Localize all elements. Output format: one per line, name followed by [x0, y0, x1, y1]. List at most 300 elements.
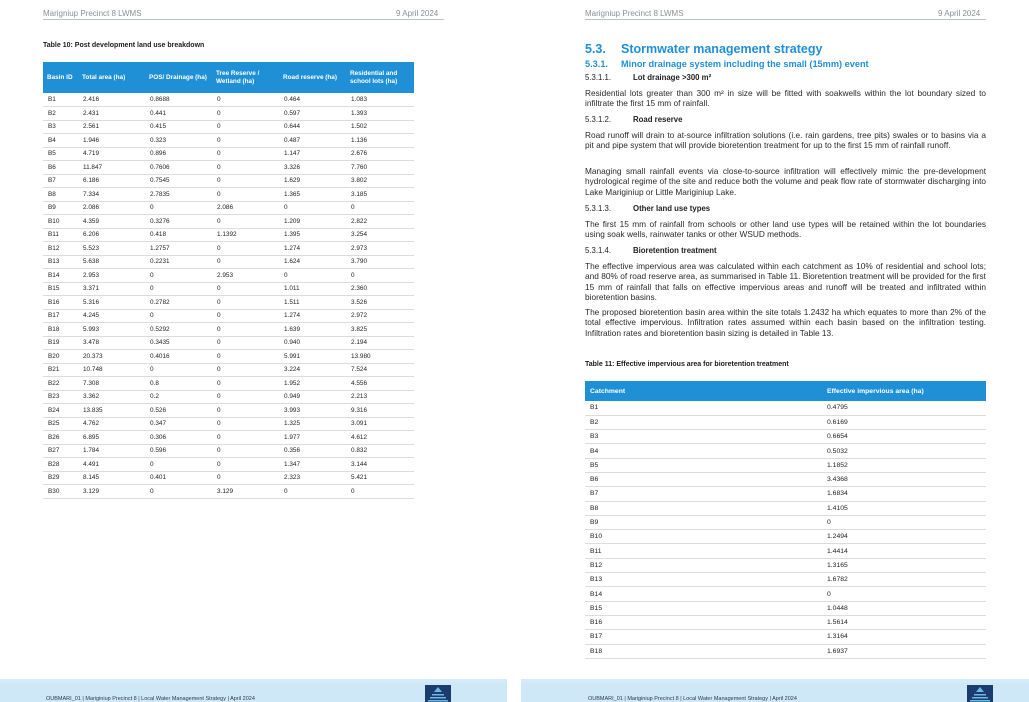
table-cell: 1.502: [346, 120, 414, 134]
header-doc-title: Marigniup Precinct 8 LWMS: [585, 9, 684, 18]
table-cell: 1.274: [279, 242, 346, 256]
table-cell: 0: [212, 296, 279, 310]
table-cell: 0: [212, 458, 279, 472]
table-row: [43, 215, 414, 229]
table-cell: 0.596: [145, 444, 212, 458]
table-cell: 0: [212, 174, 279, 188]
table-cell: 0: [346, 485, 414, 499]
table-row: [585, 515, 986, 529]
table-row: [43, 296, 414, 310]
table-cell: 1.4105: [822, 501, 986, 515]
table-cell: 0: [145, 201, 212, 215]
table-cell: 0.2782: [145, 296, 212, 310]
table-cell: 1.624: [279, 255, 346, 269]
table-cell: 0: [212, 431, 279, 445]
heading-number: 5.3.1.1.: [585, 73, 612, 82]
table-cell: 0: [212, 147, 279, 161]
table-cell: 1.393: [346, 107, 414, 121]
table-cell: 0.2: [145, 390, 212, 404]
company-logo-icon: [967, 685, 993, 702]
table-cell: B30: [43, 485, 78, 499]
table-cell: 20.373: [78, 350, 145, 364]
table-cell: 5.991: [279, 350, 346, 364]
header-rule: [43, 19, 444, 20]
heading-bioretention: [585, 246, 717, 255]
table-cell: 0: [212, 242, 279, 256]
table-row: [43, 282, 414, 296]
table-cell: 4.245: [78, 309, 145, 323]
table-cell: 1.325: [279, 417, 346, 431]
paragraph-bioretention-2: The proposed bioretention basin area within the site totals 1.2432 ha which equates to more than 2% of the total effective impervious. Infiltration rates assumed within each basin based on the infiltration testing. Infiltration rates and bioretention basin sizing is detailed in Table 13.: [585, 307, 986, 338]
table-cell: 0.8688: [145, 93, 212, 107]
table-cell: 0: [279, 201, 346, 215]
table-cell: 8.145: [78, 471, 145, 485]
table-cell: 5.638: [78, 255, 145, 269]
table-cell: 1.347: [279, 458, 346, 472]
table-cell: B5: [43, 147, 78, 161]
table-cell: 3.185: [346, 188, 414, 202]
table-cell: 3.802: [346, 174, 414, 188]
table-row: [43, 336, 414, 350]
table-row: [43, 485, 414, 499]
table-row: [43, 323, 414, 337]
table-cell: B12: [585, 558, 822, 572]
heading-title: Other land use types: [633, 204, 711, 213]
table-cell: 0.4016: [145, 350, 212, 364]
table-cell: B15: [585, 601, 822, 615]
table-cell: B25: [43, 417, 78, 431]
table-cell: 1.0448: [822, 601, 986, 615]
table-cell: 0: [212, 323, 279, 337]
table-row: [43, 134, 414, 148]
table-cell: 0: [212, 336, 279, 350]
header-date: 9 April 2024: [938, 9, 981, 18]
table-cell: 0: [212, 161, 279, 175]
section-heading: [585, 42, 822, 56]
table-row: [43, 201, 414, 215]
table-cell: 6.206: [78, 228, 145, 242]
table-cell: B16: [43, 296, 78, 310]
table-row: [43, 390, 414, 404]
table-cell: 0: [279, 269, 346, 283]
table-cell: 0: [212, 471, 279, 485]
table-cell: 2.213: [346, 390, 414, 404]
table-cell: 3.129: [78, 485, 145, 499]
table-row: [585, 615, 986, 629]
table-cell: 4.612: [346, 431, 414, 445]
table-cell: B23: [43, 390, 78, 404]
table-cell: 0.5032: [822, 444, 986, 458]
table-row: [585, 430, 986, 444]
table-cell: 7.308: [78, 377, 145, 391]
table-row: [43, 417, 414, 431]
col-header: Tree Reserve / Wetland (ha): [212, 62, 279, 93]
table-cell: 0.356: [279, 444, 346, 458]
table-cell: 1.5614: [822, 615, 986, 629]
paragraph-road-reserve-1: Road runoff will drain to at-source infiltration solutions (i.e. rain gardens, tree pits) swales or to basins via a pit and pipe system that will provide bioretention treatment for up to the first 15 mm of rainfall runoff.: [585, 130, 986, 151]
table-row: [585, 644, 986, 658]
table-cell: 0: [212, 390, 279, 404]
col-header: Basin ID: [43, 62, 78, 93]
table-cell: 9.316: [346, 404, 414, 418]
table-cell: 0.940: [279, 336, 346, 350]
table-row: [43, 161, 414, 175]
table-cell: 0: [212, 93, 279, 107]
table-cell: 1.395: [279, 228, 346, 242]
table-row: [43, 350, 414, 364]
table-cell: 1.6937: [822, 644, 986, 658]
table-cell: 3.478: [78, 336, 145, 350]
left-page: [0, 0, 507, 702]
table-cell: B9: [43, 201, 78, 215]
table-cell: 2.561: [78, 120, 145, 134]
table-row: [43, 363, 414, 377]
table-cell: 0.418: [145, 228, 212, 242]
heading-title: Lot drainage >300 m²: [633, 73, 712, 82]
table-cell: 0.415: [145, 120, 212, 134]
table-cell: 0: [145, 485, 212, 499]
footer-text: OUBMARI_01 | Mariginiup Precinct 8 | Local Water Management Strategy | April 2024: [588, 696, 797, 702]
table-cell: 0: [145, 282, 212, 296]
table-cell: 0.7606: [145, 161, 212, 175]
table-row: [43, 444, 414, 458]
table-cell: 0: [346, 201, 414, 215]
table-cell: 3.254: [346, 228, 414, 242]
section-title: Stormwater management strategy: [621, 42, 823, 56]
heading-number: 5.3.1.4.: [585, 246, 612, 255]
table-cell: B7: [585, 487, 822, 501]
table-cell: B10: [585, 530, 822, 544]
table-cell: 3.825: [346, 323, 414, 337]
table-cell: 3.224: [279, 363, 346, 377]
table-cell: 0.306: [145, 431, 212, 445]
table-cell: B24: [43, 404, 78, 418]
table-cell: 1.946: [78, 134, 145, 148]
table-cell: B18: [43, 323, 78, 337]
heading-other-land-use: [585, 204, 710, 213]
table-row: [585, 573, 986, 587]
table-cell: 0.323: [145, 134, 212, 148]
table-cell: 0: [145, 363, 212, 377]
table-cell: 1.147: [279, 147, 346, 161]
paragraph-road-reserve-2: Managing small rainfall events via close-to-source infiltration will effectively mimic the pre-development hydrological regime of the site and reduce both the volume and peak flow rate of stormwater discharging into Lake Mariginiup or Little Mariginiup Lake.: [585, 166, 986, 197]
table-cell: 1.977: [279, 431, 346, 445]
table-cell: 1.629: [279, 174, 346, 188]
table-row: [43, 242, 414, 256]
table-cell: 0: [212, 350, 279, 364]
table-cell: 1.3165: [822, 558, 986, 572]
table-cell: B5: [585, 458, 822, 472]
table-cell: 0.896: [145, 147, 212, 161]
table-cell: 2.676: [346, 147, 414, 161]
paragraph-bioretention-1: The effective impervious area was calculated within each catchment as 10% of residential and school lots; and 80% of road reserve area, as summarised in Table 11. Bioretention treatment will be provided for the first 15 mm of rainfall that falls on effective impervious areas and runoff will be treated and infiltrated within bioretention basins.: [585, 261, 986, 302]
table-cell: 1.365: [279, 188, 346, 202]
heading-title: Bioretention treatment: [633, 246, 717, 255]
land-use-table-body: [43, 93, 414, 498]
table-cell: B21: [43, 363, 78, 377]
table-row: [43, 377, 414, 391]
table-cell: 4.359: [78, 215, 145, 229]
impervious-area-table-body: [585, 401, 986, 658]
table-cell: B13: [585, 573, 822, 587]
table-cell: 0: [279, 485, 346, 499]
table-cell: B8: [585, 501, 822, 515]
table-row: [43, 188, 414, 202]
table-cell: 0.487: [279, 134, 346, 148]
table-cell: 0.441: [145, 107, 212, 121]
table-cell: B18: [585, 644, 822, 658]
table-row: [585, 544, 986, 558]
table-cell: 1.6782: [822, 573, 986, 587]
table-cell: 0: [212, 377, 279, 391]
table-cell: 1.511: [279, 296, 346, 310]
table-row: [585, 558, 986, 572]
table-cell: 0.644: [279, 120, 346, 134]
table-row: [43, 458, 414, 472]
land-use-table: [43, 62, 414, 499]
table-cell: 0: [212, 363, 279, 377]
table-cell: 1.083: [346, 93, 414, 107]
table-cell: 1.209: [279, 215, 346, 229]
table-cell: B3: [585, 430, 822, 444]
table-row: [43, 309, 414, 323]
heading-number: 5.3.1.3.: [585, 204, 612, 213]
table-cell: 7.524: [346, 363, 414, 377]
table-cell: 0.3435: [145, 336, 212, 350]
table-cell: 0.597: [279, 107, 346, 121]
header-doc-title: Marigniup Precinct 8 LWMS: [43, 9, 142, 18]
col-header: Total area (ha): [78, 62, 145, 93]
table-row: [585, 458, 986, 472]
table-cell: 4.719: [78, 147, 145, 161]
table-cell: 0: [145, 458, 212, 472]
table-cell: 6.186: [78, 174, 145, 188]
table-cell: B2: [43, 107, 78, 121]
table-cell: 1.2757: [145, 242, 212, 256]
table-cell: B1: [43, 93, 78, 107]
table-cell: 3.790: [346, 255, 414, 269]
table-cell: 0: [212, 120, 279, 134]
table-cell: 1.784: [78, 444, 145, 458]
table-cell: 5.316: [78, 296, 145, 310]
table-cell: 2.323: [279, 471, 346, 485]
table-cell: B6: [43, 161, 78, 175]
table-cell: 2.086: [212, 201, 279, 215]
table-row: [43, 147, 414, 161]
table-row: [585, 444, 986, 458]
col-header: Road reserve (ha): [279, 62, 346, 93]
table-row: [43, 269, 414, 283]
table-cell: 3.129: [212, 485, 279, 499]
col-header: Residential and school lots (ha): [346, 62, 414, 93]
table-cell: 10.748: [78, 363, 145, 377]
table-cell: 5.421: [346, 471, 414, 485]
table-row: [585, 501, 986, 515]
table-cell: 2.194: [346, 336, 414, 350]
table-cell: 3.362: [78, 390, 145, 404]
table-row: [43, 120, 414, 134]
table-cell: 0: [212, 444, 279, 458]
subsection-number: 5.3.1.: [585, 59, 608, 69]
table-cell: 3.4368: [822, 472, 986, 486]
heading-number: 5.3.1.2.: [585, 115, 612, 124]
table-cell: B15: [43, 282, 78, 296]
table-header-row: [43, 62, 414, 93]
heading-title: Road reserve: [633, 115, 683, 124]
company-logo-icon: [425, 685, 451, 702]
table11-caption: Table 11: Effective impervious area for bioretention treatment: [585, 361, 789, 368]
table-cell: B11: [43, 228, 78, 242]
col-header: Effective impervious area (ha): [822, 381, 986, 401]
table-row: [585, 487, 986, 501]
table-cell: 2.416: [78, 93, 145, 107]
table-cell: 0: [212, 282, 279, 296]
table-cell: 0.526: [145, 404, 212, 418]
table-cell: B9: [585, 515, 822, 529]
col-header: Catchment: [585, 381, 822, 401]
table-cell: B22: [43, 377, 78, 391]
table-cell: 1.639: [279, 323, 346, 337]
table-cell: B14: [43, 269, 78, 283]
impervious-area-table: [585, 381, 986, 659]
table-cell: 5.993: [78, 323, 145, 337]
table-cell: 3.144: [346, 458, 414, 472]
table-cell: 2.972: [346, 309, 414, 323]
table-row: [43, 255, 414, 269]
table-cell: 0: [822, 587, 986, 601]
header-rule: [585, 19, 986, 20]
table-cell: 0.6169: [822, 415, 986, 429]
table-cell: 3.371: [78, 282, 145, 296]
table-cell: 2.360: [346, 282, 414, 296]
table-cell: 0.3276: [145, 215, 212, 229]
table-cell: 0: [212, 134, 279, 148]
table-cell: B26: [43, 431, 78, 445]
table-cell: 7.334: [78, 188, 145, 202]
table-cell: 1.1392: [212, 228, 279, 242]
table-cell: B13: [43, 255, 78, 269]
table-cell: 0: [145, 309, 212, 323]
table-cell: 2.953: [78, 269, 145, 283]
table-row: [585, 587, 986, 601]
table-cell: 0.2231: [145, 255, 212, 269]
subsection-title: Minor drainage system including the small (15mm) event: [621, 59, 869, 69]
table-cell: B20: [43, 350, 78, 364]
footer-text: OUBMARI_01 | Mariginiup Precinct 8 | Local Water Management Strategy | April 2024: [46, 696, 255, 702]
table-row: [585, 630, 986, 644]
table-row: [43, 107, 414, 121]
table-cell: 1.011: [279, 282, 346, 296]
page-gutter: [507, 0, 521, 702]
table-cell: 3.326: [279, 161, 346, 175]
table-cell: B16: [585, 615, 822, 629]
table-row: [43, 174, 414, 188]
table-cell: 0.949: [279, 390, 346, 404]
subsection-heading: [585, 59, 869, 69]
table-header-row: [585, 381, 986, 401]
table-cell: 2.086: [78, 201, 145, 215]
table-cell: B8: [43, 188, 78, 202]
table-row: [585, 401, 986, 415]
table-cell: 11.847: [78, 161, 145, 175]
table-cell: B12: [43, 242, 78, 256]
heading-lot-drainage: [585, 73, 711, 82]
table-cell: 1.1852: [822, 458, 986, 472]
table-row: [43, 228, 414, 242]
table-cell: B1: [585, 401, 822, 415]
table-cell: 3.526: [346, 296, 414, 310]
table-cell: 0: [346, 269, 414, 283]
table-row: [43, 93, 414, 107]
table-cell: B28: [43, 458, 78, 472]
table-cell: B11: [585, 544, 822, 558]
table-cell: B29: [43, 471, 78, 485]
table-cell: B4: [585, 444, 822, 458]
table-row: [43, 404, 414, 418]
table-row: [585, 530, 986, 544]
table-row: [585, 415, 986, 429]
table-cell: 0.8: [145, 377, 212, 391]
table-cell: 1.952: [279, 377, 346, 391]
table-cell: 0: [822, 515, 986, 529]
table-cell: 0: [212, 107, 279, 121]
table-row: [585, 472, 986, 486]
table-cell: 13.980: [346, 350, 414, 364]
table-cell: 0.7545: [145, 174, 212, 188]
col-header: POS/ Drainage (ha): [145, 62, 212, 93]
table-cell: 0: [212, 215, 279, 229]
table-row: [43, 471, 414, 485]
section-number: 5.3.: [585, 42, 606, 56]
table-cell: B19: [43, 336, 78, 350]
table10-caption: Table 10: Post development land use breakdown: [43, 42, 205, 49]
paragraph-other-land-use: The first 15 mm of rainfall from schools or other land use types will be retained within the lot boundaries using soak wells, rainwater tanks or other WSUD methods.: [585, 219, 986, 240]
table-cell: B7: [43, 174, 78, 188]
table-cell: 1.4414: [822, 544, 986, 558]
table-cell: B17: [585, 630, 822, 644]
table-cell: 5.523: [78, 242, 145, 256]
table-cell: B6: [585, 472, 822, 486]
header-date: 9 April 2024: [396, 9, 439, 18]
table-cell: 0.4795: [822, 401, 986, 415]
table-cell: 4.762: [78, 417, 145, 431]
table-cell: 1.6834: [822, 487, 986, 501]
table-cell: 6.895: [78, 431, 145, 445]
table-cell: 2.973: [346, 242, 414, 256]
table-cell: B10: [43, 215, 78, 229]
table-cell: 0.347: [145, 417, 212, 431]
table-cell: 3.091: [346, 417, 414, 431]
table-cell: B14: [585, 587, 822, 601]
table-cell: 1.136: [346, 134, 414, 148]
table-cell: 0.6654: [822, 430, 986, 444]
table-cell: 1.3164: [822, 630, 986, 644]
table-cell: B3: [43, 120, 78, 134]
table-cell: 4.556: [346, 377, 414, 391]
table-cell: B2: [585, 415, 822, 429]
table-cell: 0: [212, 255, 279, 269]
table-cell: 2.822: [346, 215, 414, 229]
table-cell: B4: [43, 134, 78, 148]
table-cell: B27: [43, 444, 78, 458]
table-cell: B17: [43, 309, 78, 323]
table-cell: 1.274: [279, 309, 346, 323]
table-cell: 0: [212, 404, 279, 418]
table-cell: 0: [145, 269, 212, 283]
table-cell: 0.832: [346, 444, 414, 458]
table-cell: 0.401: [145, 471, 212, 485]
table-cell: 2.431: [78, 107, 145, 121]
